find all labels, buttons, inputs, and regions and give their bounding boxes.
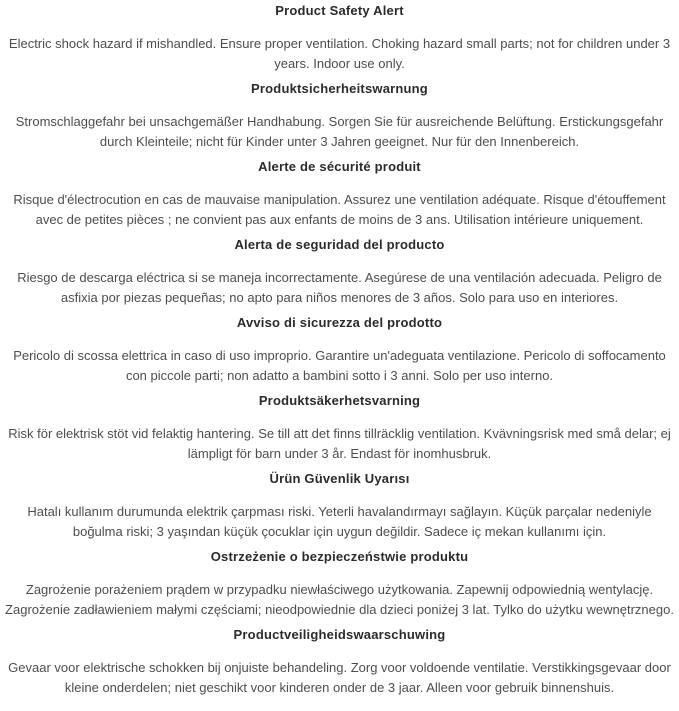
alert-heading: Product Safety Alert xyxy=(275,3,404,18)
alert-heading: Ostrzeżenie o bezpieczeństwie produktu xyxy=(210,549,469,564)
alert-heading: Alerte de sécurité produit xyxy=(258,159,421,174)
alert-body-text: Stromschlaggefahr bei unsachgemäßer Handhabung. Sorgen Sie für ausreichende Belüftung. Erstickungsgefahr durch Kleinteile; nicht für Kinder unter 3 Jahren geeignet. Nur für den Innenbereich. xyxy=(15,114,664,149)
alert-body-text: Electric shock hazard if mishandled. Ensure proper ventilation. Choking hazard small parts; not for children under 3 years. Indoor use only. xyxy=(8,36,671,71)
alert-heading: Produktsäkerhetsvarning xyxy=(258,393,421,408)
alert-heading: Ürün Güvenlik Uyarısı xyxy=(269,471,410,486)
alert-heading: Avviso di sicurezza del prodotto xyxy=(236,315,443,330)
safety-alert-section xyxy=(5,159,674,229)
safety-alert-section xyxy=(5,81,674,151)
alert-heading: Alerta de seguridad del producto xyxy=(234,237,445,252)
alert-body-text: Zagrożenie porażeniem prądem w przypadku niewłaściwego użytkowania. Zapewnij odpowiednią wentylację. Zagrożenie zadławieniem małymi częściami; nieodpowiednie dla dzieci poniżej 3 lat. Tylko do użytku wewnętrznego. xyxy=(5,582,674,617)
safety-alert-section xyxy=(5,237,674,307)
safety-alert-section xyxy=(5,315,674,385)
safety-alert-section xyxy=(5,3,674,73)
safety-alert-section xyxy=(5,393,674,463)
alert-body-text: Hatalı kullanım durumunda elektrik çarpması riski. Yeterli havalandırmayı sağlayın. Küçük parçalar nedeniyle boğulma riski; 3 yaşından küçük çocuklar için uygun değildir. Sadece iç mekan kullanımı için. xyxy=(27,504,652,539)
alert-heading: Produktsicherheitswarnung xyxy=(251,81,428,96)
alert-body-text: Riesgo de descarga eléctrica si se maneja incorrectamente. Asegúrese de una ventilación adecuada. Peligro de asfixia por piezas pequeñas; no apto para niños menores de 3 años. Solo para uso en interiores. xyxy=(17,270,662,305)
alert-body-text: Pericolo di scossa elettrica in caso di uso improprio. Garantire un'adeguata ventilazione. Pericolo di soffocamento con piccole parti; non adatto a bambini sotto i 3 anni. Solo per uso interno. xyxy=(13,348,666,383)
alert-heading: Productveiligheidswaarschuwing xyxy=(233,627,446,642)
alert-body-text: Risk för elektrisk stöt vid felaktig hantering. Se till att det finns tillräcklig ventilation. Kvävningsrisk med små delar; ej lämpligt för barn under 3 år. Endast för inomhusbruk. xyxy=(8,426,671,461)
safety-alert-section xyxy=(5,471,674,541)
alert-body-text: Gevaar voor elektrische schokken bij onjuiste behandeling. Zorg voor voldoende ventilatie. Verstikkingsgevaar door kleine onderdelen; niet geschikt voor kinderen onder de 3 jaar. Alleen voor gebruik binnenshuis. xyxy=(8,660,671,695)
alert-body-text: Risque d'électrocution en cas de mauvaise manipulation. Assurez une ventilation adéquate. Risque d'étouffement avec de petites pièces ; ne convient pas aux enfants de moins de 3 ans. Utilisation intérieure uniquement. xyxy=(13,192,666,227)
safety-alert-section xyxy=(5,627,674,697)
safety-alert-section xyxy=(5,549,674,619)
